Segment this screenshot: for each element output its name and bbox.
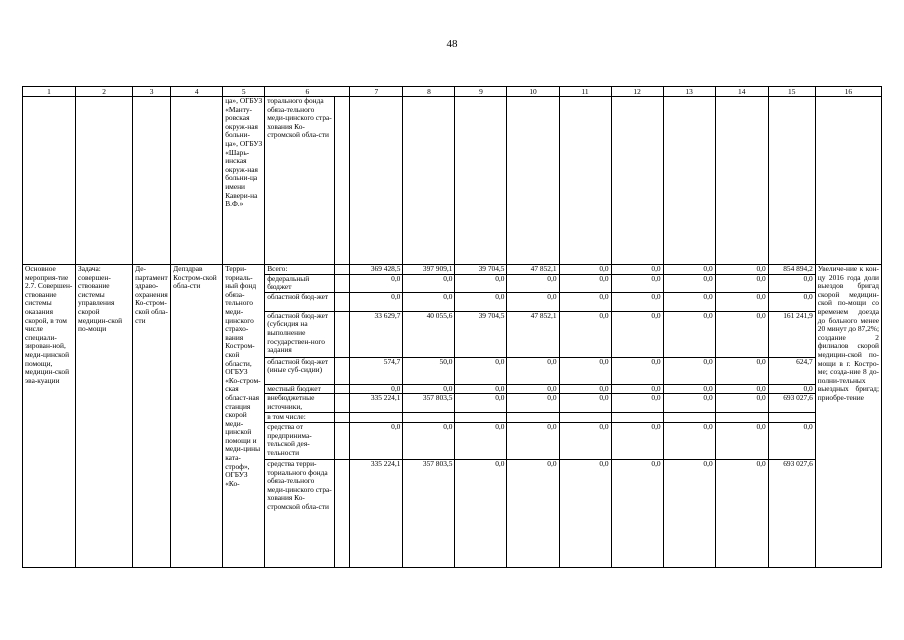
value-cell: 397 909,1 <box>403 265 455 275</box>
column-number-4: 4 <box>171 87 223 97</box>
main-cell-1: Основное мероприя-тие 2.7. Совершен-ствование системы оказания скорой, в том числе специали-зирован-ной, меди-цинской помощи, медицин-ской эва-куации <box>23 265 76 568</box>
value-cell: 693 027,6 <box>768 459 815 567</box>
value-cell: 0,0 <box>663 274 715 292</box>
cont-cell-empty <box>559 97 611 265</box>
cont-cell-empty <box>768 97 815 265</box>
gap-cell <box>335 311 350 357</box>
gap-cell <box>335 422 350 459</box>
value-cell: 0,0 <box>350 292 403 311</box>
value-cell: 0,0 <box>611 384 663 394</box>
gap-cell <box>335 384 350 394</box>
column-number-5: 5 <box>223 87 265 97</box>
value-cell: 0,0 <box>768 292 815 311</box>
column-number-14: 14 <box>715 87 768 97</box>
cont-cell-empty <box>663 97 715 265</box>
value-cell: 0,0 <box>611 265 663 275</box>
funding-source-label: федеральный бюджет <box>265 274 335 292</box>
value-cell: 0,0 <box>559 384 611 394</box>
funding-source-label: средства терри-ториального фонда обяза-тельного меди-цинского стра-хования Ко-стромской обла-сти <box>265 459 335 567</box>
gap-cell <box>335 357 350 384</box>
value-cell: 0,0 <box>507 274 559 292</box>
value-cell: 40 055,6 <box>403 311 455 357</box>
value-cell: 50,0 <box>403 357 455 384</box>
value-cell: 0,0 <box>715 274 768 292</box>
value-cell: 0,0 <box>768 384 815 394</box>
column-number-1: 1 <box>23 87 76 97</box>
value-cell: 0,0 <box>715 311 768 357</box>
gap-cell <box>335 292 350 311</box>
column-number-13: 13 <box>663 87 715 97</box>
value-cell: 0,0 <box>611 394 663 413</box>
value-cell: 693 027,6 <box>768 394 815 413</box>
value-cell: 0,0 <box>507 292 559 311</box>
cont-cell-empty <box>611 97 663 265</box>
value-cell <box>715 413 768 423</box>
value-cell: 0,0 <box>507 384 559 394</box>
value-cell: 0,0 <box>455 384 507 394</box>
value-cell: 335 224,1 <box>350 394 403 413</box>
value-cell: 0,0 <box>663 384 715 394</box>
value-cell: 0,0 <box>611 357 663 384</box>
cont-cell-empty <box>133 97 171 265</box>
value-cell: 0,0 <box>403 384 455 394</box>
value-cell: 0,0 <box>611 422 663 459</box>
value-cell: 0,0 <box>611 459 663 567</box>
value-cell: 0,0 <box>663 422 715 459</box>
column-number-row <box>23 87 882 97</box>
funding-source-label: Всего: <box>265 265 335 275</box>
value-cell: 0,0 <box>455 422 507 459</box>
value-cell: 0,0 <box>715 384 768 394</box>
cont-cell-empty <box>335 97 350 265</box>
value-cell <box>403 413 455 423</box>
page-number: 48 <box>446 38 458 50</box>
funding-source-label: областной бюд-жет (иные суб-сидии) <box>265 357 335 384</box>
program-table <box>22 86 882 568</box>
funding-source-label: областной бюд-жет (субсидия на выполнение государствен-ного задания <box>265 311 335 357</box>
main-cell-5: Терри-ториаль-ный фонд обяза-тельного меди-цинского страхо-вания Костром-ской области, ОГБУЗ «Ко-стром-ская област-ная станция скорой меди-цинской помощи и меди-цины ката-строф», ОГБУЗ «Ко- <box>223 265 265 568</box>
main-cell-2: Задача: совершен-ствование системы управления скорой медицин-ской по-мощи <box>76 265 133 568</box>
value-cell: 0,0 <box>507 357 559 384</box>
column-number-16: 16 <box>815 87 881 97</box>
cont-cell-empty <box>76 97 133 265</box>
value-cell: 0,0 <box>611 292 663 311</box>
cont-cell-empty <box>455 97 507 265</box>
value-cell: 0,0 <box>507 459 559 567</box>
value-cell: 0,0 <box>559 311 611 357</box>
value-cell: 47 852,1 <box>507 265 559 275</box>
value-cell: 161 241,9 <box>768 311 815 357</box>
value-cell: 0,0 <box>559 265 611 275</box>
funding-source-label: местный бюджет <box>265 384 335 394</box>
value-cell: 0,0 <box>455 292 507 311</box>
value-cell: 0,0 <box>403 274 455 292</box>
value-cell <box>559 413 611 423</box>
cont-cell-empty <box>350 97 403 265</box>
value-cell: 0,0 <box>559 422 611 459</box>
value-cell: 0,0 <box>507 394 559 413</box>
value-cell: 0,0 <box>715 394 768 413</box>
value-cell: 39 704,5 <box>455 311 507 357</box>
value-cell: 624,7 <box>768 357 815 384</box>
gap-cell <box>335 459 350 567</box>
value-cell: 0,0 <box>611 274 663 292</box>
value-cell: 0,0 <box>559 274 611 292</box>
value-cell: 574,7 <box>350 357 403 384</box>
value-cell <box>350 413 403 423</box>
value-cell: 0,0 <box>715 459 768 567</box>
value-cell: 0,0 <box>455 394 507 413</box>
value-cell <box>611 413 663 423</box>
funding-source-label: внебюджетные источники, <box>265 394 335 413</box>
value-cell: 0,0 <box>403 292 455 311</box>
value-cell: 0,0 <box>611 311 663 357</box>
value-cell: 357 803,5 <box>403 394 455 413</box>
cont-cell-empty <box>171 97 223 265</box>
value-cell: 0,0 <box>715 292 768 311</box>
column-number-6: 6 <box>265 87 350 97</box>
column-number-12: 12 <box>611 87 663 97</box>
column-number-3: 3 <box>133 87 171 97</box>
cont-cell-6: торального фонда обяза-тельного меди-цинского стра-хования Ко-стромской обла-сти <box>265 97 335 265</box>
value-cell: 0,0 <box>559 459 611 567</box>
value-cell: 0,0 <box>663 292 715 311</box>
funding-source-label: средства от предпринима-тельской дея-тельности <box>265 422 335 459</box>
value-cell: 0,0 <box>768 422 815 459</box>
value-cell: 39 704,5 <box>455 265 507 275</box>
cont-cell-empty <box>403 97 455 265</box>
cont-cell-empty <box>715 97 768 265</box>
value-cell: 0,0 <box>455 274 507 292</box>
column-number-9: 9 <box>455 87 507 97</box>
value-cell: 0,0 <box>507 422 559 459</box>
cont-cell-empty <box>815 97 881 265</box>
value-cell: 0,0 <box>715 422 768 459</box>
value-cell: 0,0 <box>455 357 507 384</box>
value-cell: 0,0 <box>559 394 611 413</box>
value-cell <box>455 413 507 423</box>
value-cell: 0,0 <box>768 274 815 292</box>
gap-cell <box>335 394 350 413</box>
value-cell <box>768 413 815 423</box>
cont-cell-empty <box>23 97 76 265</box>
value-cell: 0,0 <box>455 459 507 567</box>
gap-cell <box>335 413 350 423</box>
continuation-row <box>23 97 882 265</box>
funding-source-label: областной бюд-жет <box>265 292 335 311</box>
column-number-2: 2 <box>76 87 133 97</box>
value-cell: 0,0 <box>559 292 611 311</box>
value-cell: 0,0 <box>663 357 715 384</box>
funding-row <box>23 265 882 275</box>
value-cell: 0,0 <box>663 265 715 275</box>
value-cell: 0,0 <box>350 384 403 394</box>
cont-cell-5: ца», ОГБУЗ «Манту-ровская окруж-ная больни-ца», ОГБУЗ «Шарь-инская окруж-ная больни-ца имени Кавери-на В.Ф.» <box>223 97 265 265</box>
funding-source-label: в том числе: <box>265 413 335 423</box>
value-cell: 0,0 <box>350 274 403 292</box>
value-cell: 0,0 <box>663 311 715 357</box>
column-number-8: 8 <box>403 87 455 97</box>
value-cell: 369 428,5 <box>350 265 403 275</box>
value-cell: 47 852,1 <box>507 311 559 357</box>
main-cell-4: Депздрав Костром-ской обла-сти <box>171 265 223 568</box>
value-cell: 0,0 <box>350 422 403 459</box>
value-cell: 0,0 <box>715 357 768 384</box>
value-cell: 854 894,2 <box>768 265 815 275</box>
value-cell <box>507 413 559 423</box>
value-cell: 0,0 <box>559 357 611 384</box>
main-cell-16: Увеличе-ние к кон-цу 2016 года доли выездов бригад скорой медицин-ской по-мощи со временем доезда до больного менее 20 минут до 87,2%; создание 2 филиалов скорой медицин-ской по-мощи в г. Костро-ме; созда-ние 8 до-полни-тельных выездных бригад; приобре-тение <box>815 265 881 568</box>
value-cell: 33 629,7 <box>350 311 403 357</box>
column-number-10: 10 <box>507 87 559 97</box>
value-cell: 0,0 <box>663 394 715 413</box>
gap-cell <box>335 274 350 292</box>
value-cell: 357 803,5 <box>403 459 455 567</box>
value-cell: 335 224,1 <box>350 459 403 567</box>
cont-cell-empty <box>507 97 559 265</box>
gap-cell <box>335 265 350 275</box>
value-cell: 0,0 <box>403 422 455 459</box>
column-number-15: 15 <box>768 87 815 97</box>
main-cell-3: Де-партамент здраво-охранения Ко-стром-ской обла-сти <box>133 265 171 568</box>
value-cell <box>663 413 715 423</box>
column-number-11: 11 <box>559 87 611 97</box>
column-number-7: 7 <box>350 87 403 97</box>
value-cell: 0,0 <box>663 459 715 567</box>
value-cell: 0,0 <box>715 265 768 275</box>
